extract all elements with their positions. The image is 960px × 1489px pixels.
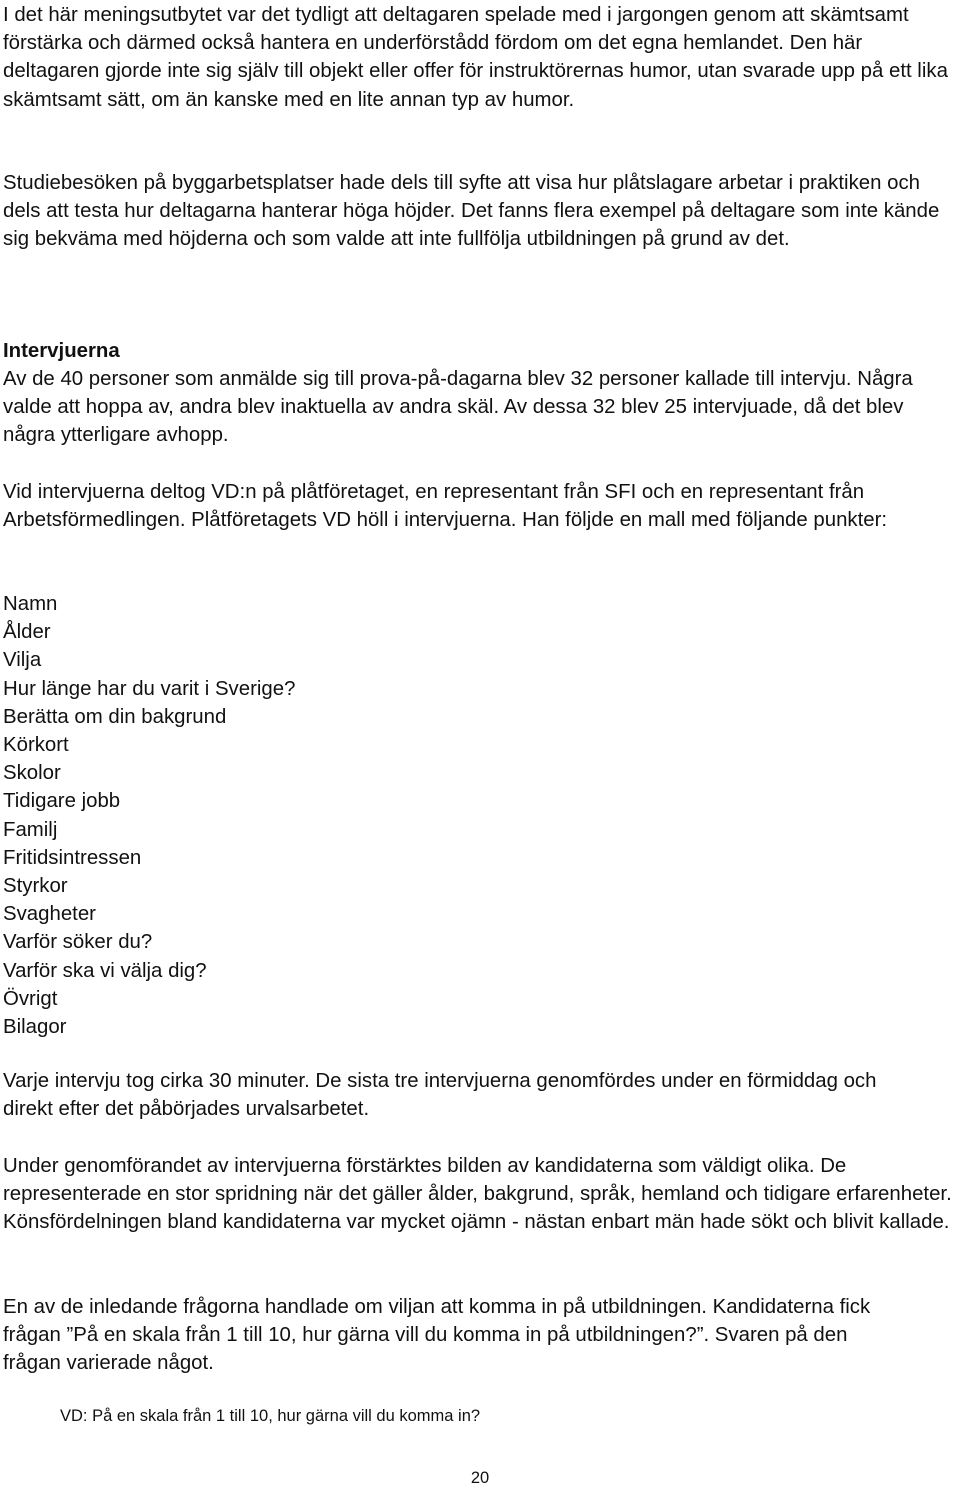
list-item: Styrkor	[3, 875, 68, 898]
list-item: Hur länge har du varit i Sverige?	[3, 677, 296, 700]
list-item: Familj	[3, 818, 58, 841]
page-number: 20	[470, 1469, 490, 1487]
list-item: Berätta om din bakgrund	[3, 705, 227, 728]
paragraph-jargon: I det här meningsutbytet var det tydligt att deltagaren spelade med i jargongen genom att skämtsamt förstärka och därmed också hantera en underförstådd fördom om det egna hemlandet. Den här deltagaren gjorde inte sig själv till objekt eller offer för instruktörernas humor, utan svarade upp på ett lika skämtsamt sätt, om än kanske med en lite annan typ av humor.	[3, 4, 948, 111]
list-item: Skolor	[3, 762, 61, 785]
list-item: Ålder	[3, 621, 51, 644]
interview-quote-caption: VD: På en skala från 1 till 10, hur gärna vill du komma in?	[60, 1407, 481, 1425]
list-item: Varför ska vi välja dig?	[3, 959, 207, 982]
list-item: Övrigt	[3, 987, 58, 1010]
list-item: Fritidsintressen	[3, 846, 142, 869]
paragraph-study-visits: Studiebesöken på byggarbetsplatser hade dels till syfte att visa hur plåtslagare arbetar i praktiken och dels att testa hur deltagarna hanterar höga höjder. Det fanns flera exempel på deltagare som inte kände sig bekväma med höjderna och som valde att inte fullfölja utbildningen på grund av det.	[3, 172, 940, 251]
list-item: Tidigare jobb	[3, 790, 121, 813]
interview-template-list	[3, 590, 603, 1041]
paragraph-motivation-question: En av de inledande frågorna handlade om viljan att komma in på utbildningen. Kandidaterna fick frågan ”På en skala från 1 till 10, hur gärna vill du komma in på utbildningen?”. Svaren på den frågan varierade något.	[3, 1296, 871, 1375]
paragraph-candidate-diversity: Under genomförandet av intervjuerna förstärktes bilden av kandidaterna som väldigt olika. De representerade en stor spridning när det gäller ålder, bakgrund, språk, hemland och tidigare erfarenheter. Könsfördelningen bland kandidaterna var mycket ojämn - nästan enbart män hade sökt och blivit kallade.	[3, 1155, 952, 1234]
list-item: Svagheter	[3, 903, 96, 926]
paragraph-interview-duration: Varje intervju tog cirka 30 minuter. De sista tre intervjuerna genomfördes under en förmiddag och direkt efter det påbörjades urvalsarbetet.	[3, 1070, 877, 1121]
list-item: Bilagor	[3, 1016, 67, 1039]
list-item: Vilja	[3, 649, 42, 672]
list-item: Körkort	[3, 734, 69, 757]
list-item: Varför söker du?	[3, 931, 153, 954]
list-item: Namn	[3, 593, 58, 615]
paragraph-interview-participants: Vid intervjuerna deltog VD:n på plåtföretaget, en representant från SFI och en representant från Arbetsförmedlingen. Plåtföretagets VD höll i intervjuerna. Han följde en mall med följande punkter:	[3, 481, 888, 532]
paragraph-interview-count: Av de 40 personer som anmälde sig till prova-på-dagarna blev 32 personer kallade till intervju. Några valde att hoppa av, andra blev inaktuella av andra skäl. Av dessa 32 blev 25 intervjuade, då det blev några ytterligare avhopp.	[3, 368, 913, 447]
section-heading-interviews: Intervjuerna	[3, 340, 120, 362]
